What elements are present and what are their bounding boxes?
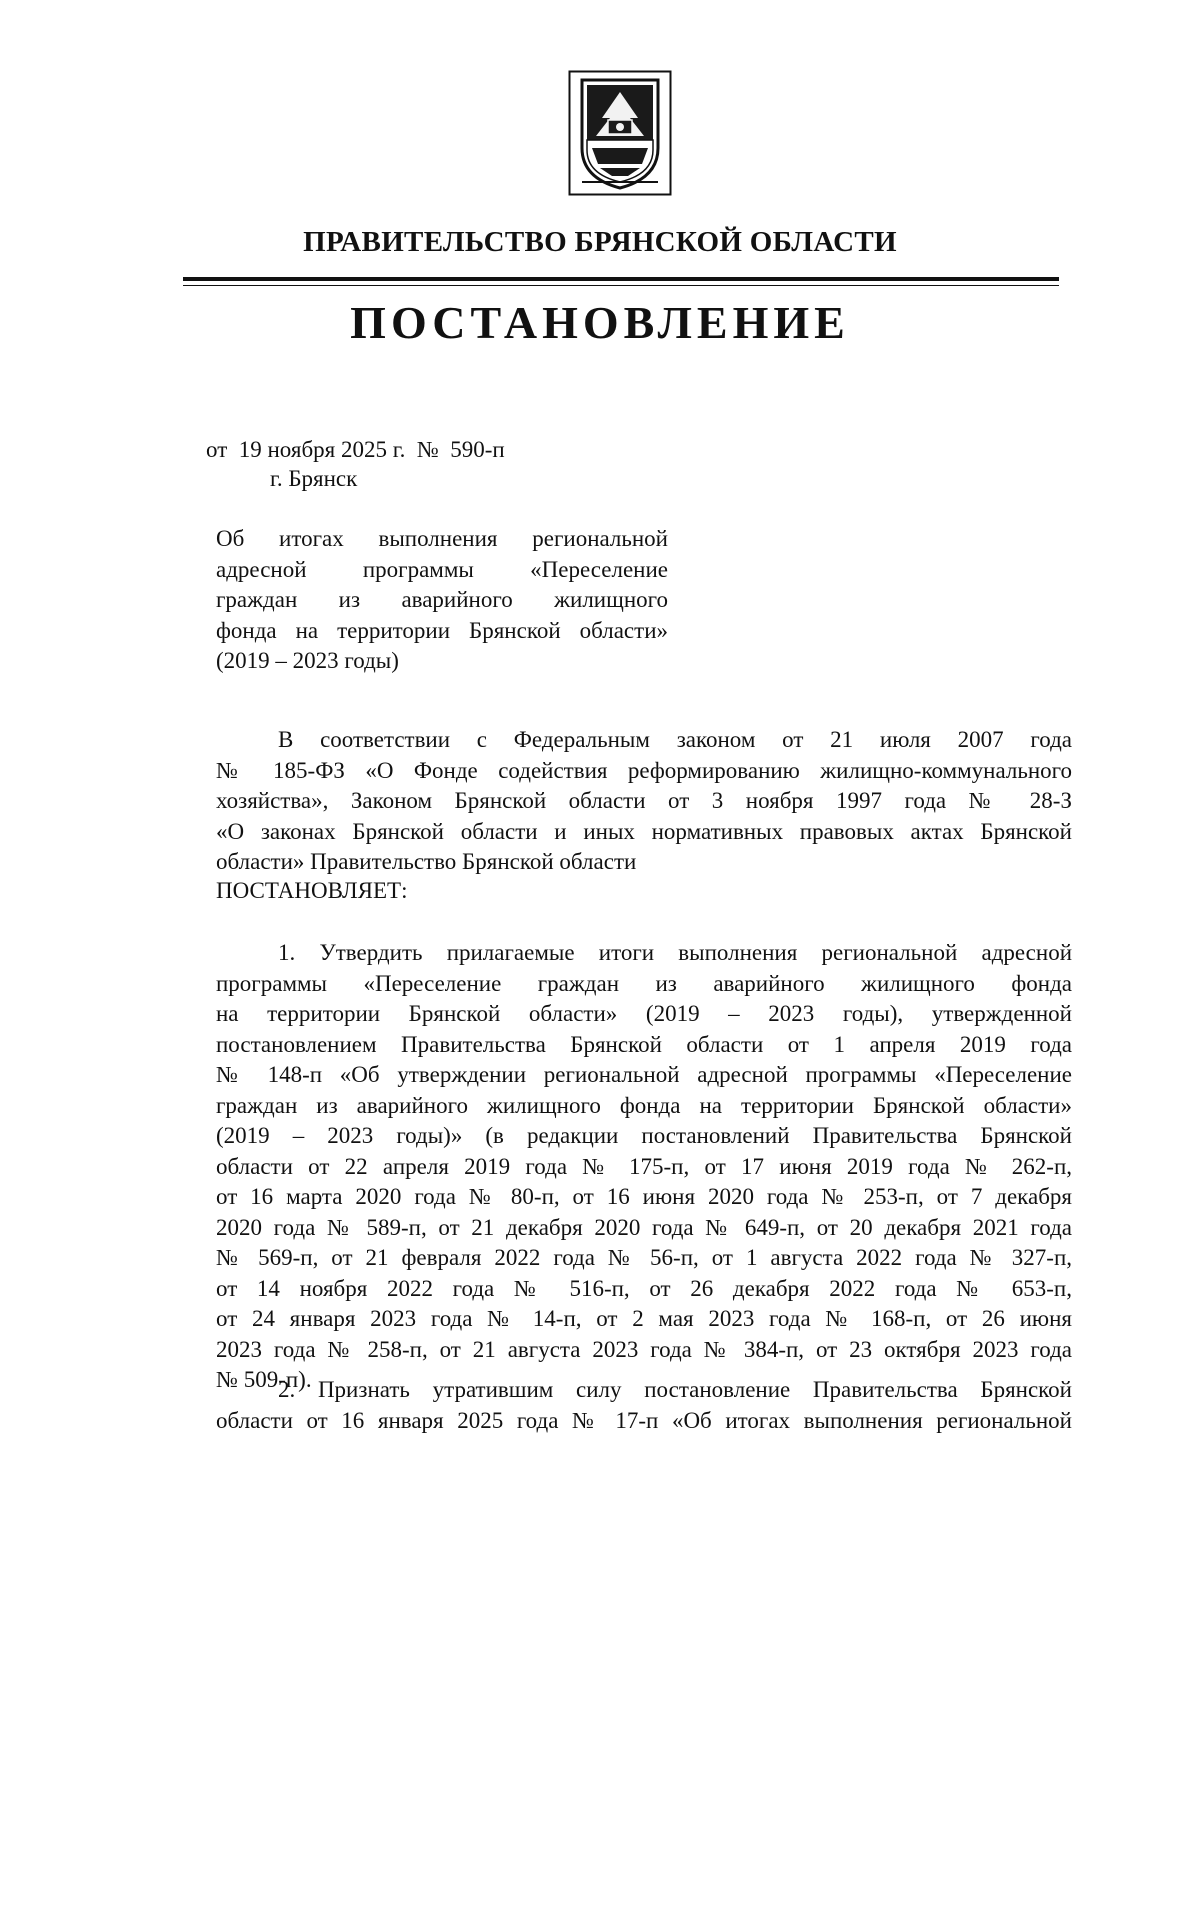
text-line: программы «Переселение граждан из аварийного жилищного фонда [216,970,1072,996]
text-line: области» Правительство Брянской области [216,849,637,874]
text-line: области от 22 апреля 2019 года № 175-п, от 17 июня 2019 года № 262-п, [216,1153,1072,1179]
text-line: № 569-п, от 21 февраля 2022 года № 56-п, от 1 августа 2022 года № 327-п, [216,1245,1072,1270]
text-line: от 16 марта 2020 года № 80-п, от 16 июня 2020 года № 253-п, от 7 декабря [216,1184,1072,1209]
document-subject [216,524,668,677]
text-line: 2. Признать утратившим силу постановление Правительства Брянской [278,1377,1072,1402]
text-line: № 185-ФЗ «О Фонде содействия реформированию жилищно-коммунального [216,757,1072,783]
preamble-paragraph [216,725,1072,878]
paragraph-1 [216,938,1072,1396]
document-date-number: от 19 ноября 2025 г. № 590-п [206,437,505,462]
text-line: 2023 года № 258-п, от 21 августа 2023 года № 384-п, от 23 октября 2023 года [216,1336,1072,1362]
organization-title: ПРАВИТЕЛЬСТВО БРЯНСКОЙ ОБЛАСТИ [303,226,897,258]
text-line: граждан из аварийного жилищного фонда на территории Брянской области» [216,1092,1072,1118]
resolves-heading: ПОСТАНОВЛЯЕТ: [216,878,408,903]
text-line: постановлением Правительства Брянской области от 1 апреля 2019 года [216,1031,1072,1057]
text-line: от 24 января 2023 года № 14-п, от 2 мая 2023 года № 168-п, от 26 июня [216,1306,1072,1331]
text-line: области от 16 января 2025 года № 17-п «Об итогах выполнения региональной [216,1407,1072,1433]
text-line: В соответствии с Федеральным законом от 21 июля 2007 года [278,727,1072,752]
subject-line: граждан из аварийного жилищного [216,587,668,612]
document-type-title: ПОСТАНОВЛЕНИЕ [350,297,850,348]
text-line: 2020 года № 589-п, от 21 декабря 2020 года № 649-п, от 20 декабря 2021 года [216,1214,1072,1240]
subject-line: фонда на территории Брянской области» [216,617,668,643]
document-city: г. Брянск [270,466,358,491]
text-line: от 14 ноября 2022 года № 516-п, от 26 декабря 2022 года № 653-п, [216,1275,1072,1301]
text-line: на территории Брянской области» (2019 – 2023 годы), утвержденной [216,1001,1072,1026]
paragraph-2 [216,1375,1072,1436]
header-rule-thick [183,277,1059,281]
text-line: № 148-п «Об утверждении региональной адресной программы «Переселение [216,1062,1072,1087]
text-line: «О законах Брянской области и иных нормативных правовых актах Брянской [216,818,1072,844]
subject-line: (2019 – 2023 годы) [216,648,399,673]
subject-line: Об итогах выполнения региональной [216,526,668,551]
subject-line: адресной программы «Переселение [216,556,668,582]
text-line: (2019 – 2023 годы)» (в редакции постановлений Правительства Брянской [216,1123,1072,1148]
bryansk-coat-of-arms-icon [568,70,672,196]
text-line: № 509-п). [216,1367,312,1392]
header-rule-thin [183,285,1059,286]
text-line: хозяйства», Законом Брянской области от 3 ноября 1997 года № 28-З [216,788,1072,813]
text-line: 1. Утвердить прилагаемые итоги выполнения региональной адресной [278,940,1072,965]
